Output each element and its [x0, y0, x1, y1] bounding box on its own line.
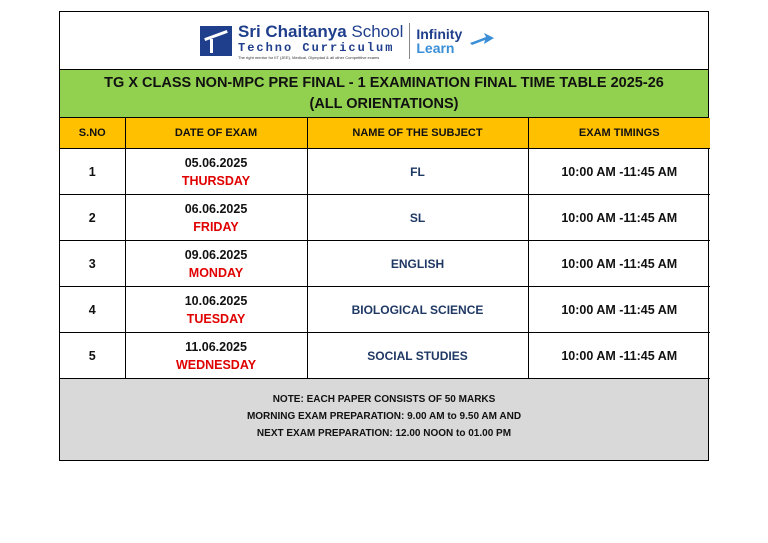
- subject-cell: FL: [307, 149, 528, 195]
- sri-chaitanya-emblem-icon: [200, 26, 232, 56]
- title-line-2: (ALL ORIENTATIONS): [309, 96, 459, 112]
- page-title: [60, 70, 708, 118]
- school-logo: [200, 20, 462, 62]
- exam-timetable: [60, 118, 710, 379]
- sno-cell: 4: [60, 287, 125, 333]
- subject-cell: ENGLISH: [307, 241, 528, 287]
- exam-day: WEDNESDAY: [175, 357, 257, 372]
- table-row: [60, 333, 710, 379]
- sno-cell: 3: [60, 241, 125, 287]
- infinity-learn-logo: [416, 27, 462, 55]
- timetable-sheet: [59, 11, 709, 461]
- infinity-arrow-icon: [468, 29, 496, 49]
- col-header-timings: EXAM TIMINGS: [528, 118, 710, 149]
- note-line-2: MORNING EXAM PREPARATION: 9.00 AM to 9.50 AM AND: [246, 411, 522, 422]
- sno-cell: 1: [60, 149, 125, 195]
- exam-date: 05.06.2025: [184, 155, 248, 170]
- sno-cell: 2: [60, 195, 125, 241]
- col-header-date: DATE OF EXAM: [125, 118, 307, 149]
- logo-header: [60, 12, 708, 70]
- infinity-label: Infinity: [416, 26, 463, 42]
- exam-date: 09.06.2025: [184, 247, 248, 262]
- timing-cell: 10:00 AM -11:45 AM: [528, 195, 710, 241]
- exam-day: TUESDAY: [186, 311, 246, 326]
- exam-day: FRIDAY: [193, 219, 239, 234]
- exam-date: 10.06.2025: [184, 293, 248, 308]
- note-line-3: NEXT EXAM PREPARATION: 12.00 NOON to 01.00 PM: [256, 428, 512, 439]
- school-tagline: The right mentor for IIT (JEE), Medical, Olympiad & all other Competitive exams: [238, 54, 380, 60]
- timing-cell: 10:00 AM -11:45 AM: [528, 287, 710, 333]
- title-line-1: TG X CLASS NON-MPC PRE FINAL - 1 EXAMINATION FINAL TIME TABLE 2025-26: [104, 75, 664, 91]
- table-header-row: [60, 118, 710, 149]
- curriculum-label: Techno Curriculum: [238, 40, 395, 55]
- date-cell: [125, 195, 307, 241]
- exam-day: THURSDAY: [181, 173, 251, 188]
- col-header-subject: NAME OF THE SUBJECT: [307, 118, 528, 149]
- subject-cell: SL: [307, 195, 528, 241]
- date-cell: [125, 287, 307, 333]
- table-row: [60, 287, 710, 333]
- table-row: [60, 241, 710, 287]
- table-row: [60, 149, 710, 195]
- date-cell: [125, 333, 307, 379]
- logo-divider: [409, 23, 410, 59]
- col-header-sno: S.NO: [60, 118, 125, 149]
- sno-cell: 5: [60, 333, 125, 379]
- exam-day: MONDAY: [188, 265, 244, 280]
- exam-date: 11.06.2025: [185, 339, 247, 354]
- timing-cell: 10:00 AM -11:45 AM: [528, 149, 710, 195]
- subject-cell: BIOLOGICAL SCIENCE: [307, 287, 528, 333]
- note-line-1: NOTE: EACH PAPER CONSISTS OF 50 MARKS: [272, 394, 496, 405]
- school-name: Sri Chaitanya School: [238, 21, 404, 41]
- subject-cell: SOCIAL STUDIES: [307, 333, 528, 379]
- exam-date: 06.06.2025: [184, 201, 248, 216]
- timing-cell: 10:00 AM -11:45 AM: [528, 333, 710, 379]
- date-cell: [125, 149, 307, 195]
- learn-label: Learn: [416, 40, 455, 56]
- date-cell: [125, 241, 307, 287]
- table-row: [60, 195, 710, 241]
- exam-note: [60, 379, 708, 460]
- timing-cell: 10:00 AM -11:45 AM: [528, 241, 710, 287]
